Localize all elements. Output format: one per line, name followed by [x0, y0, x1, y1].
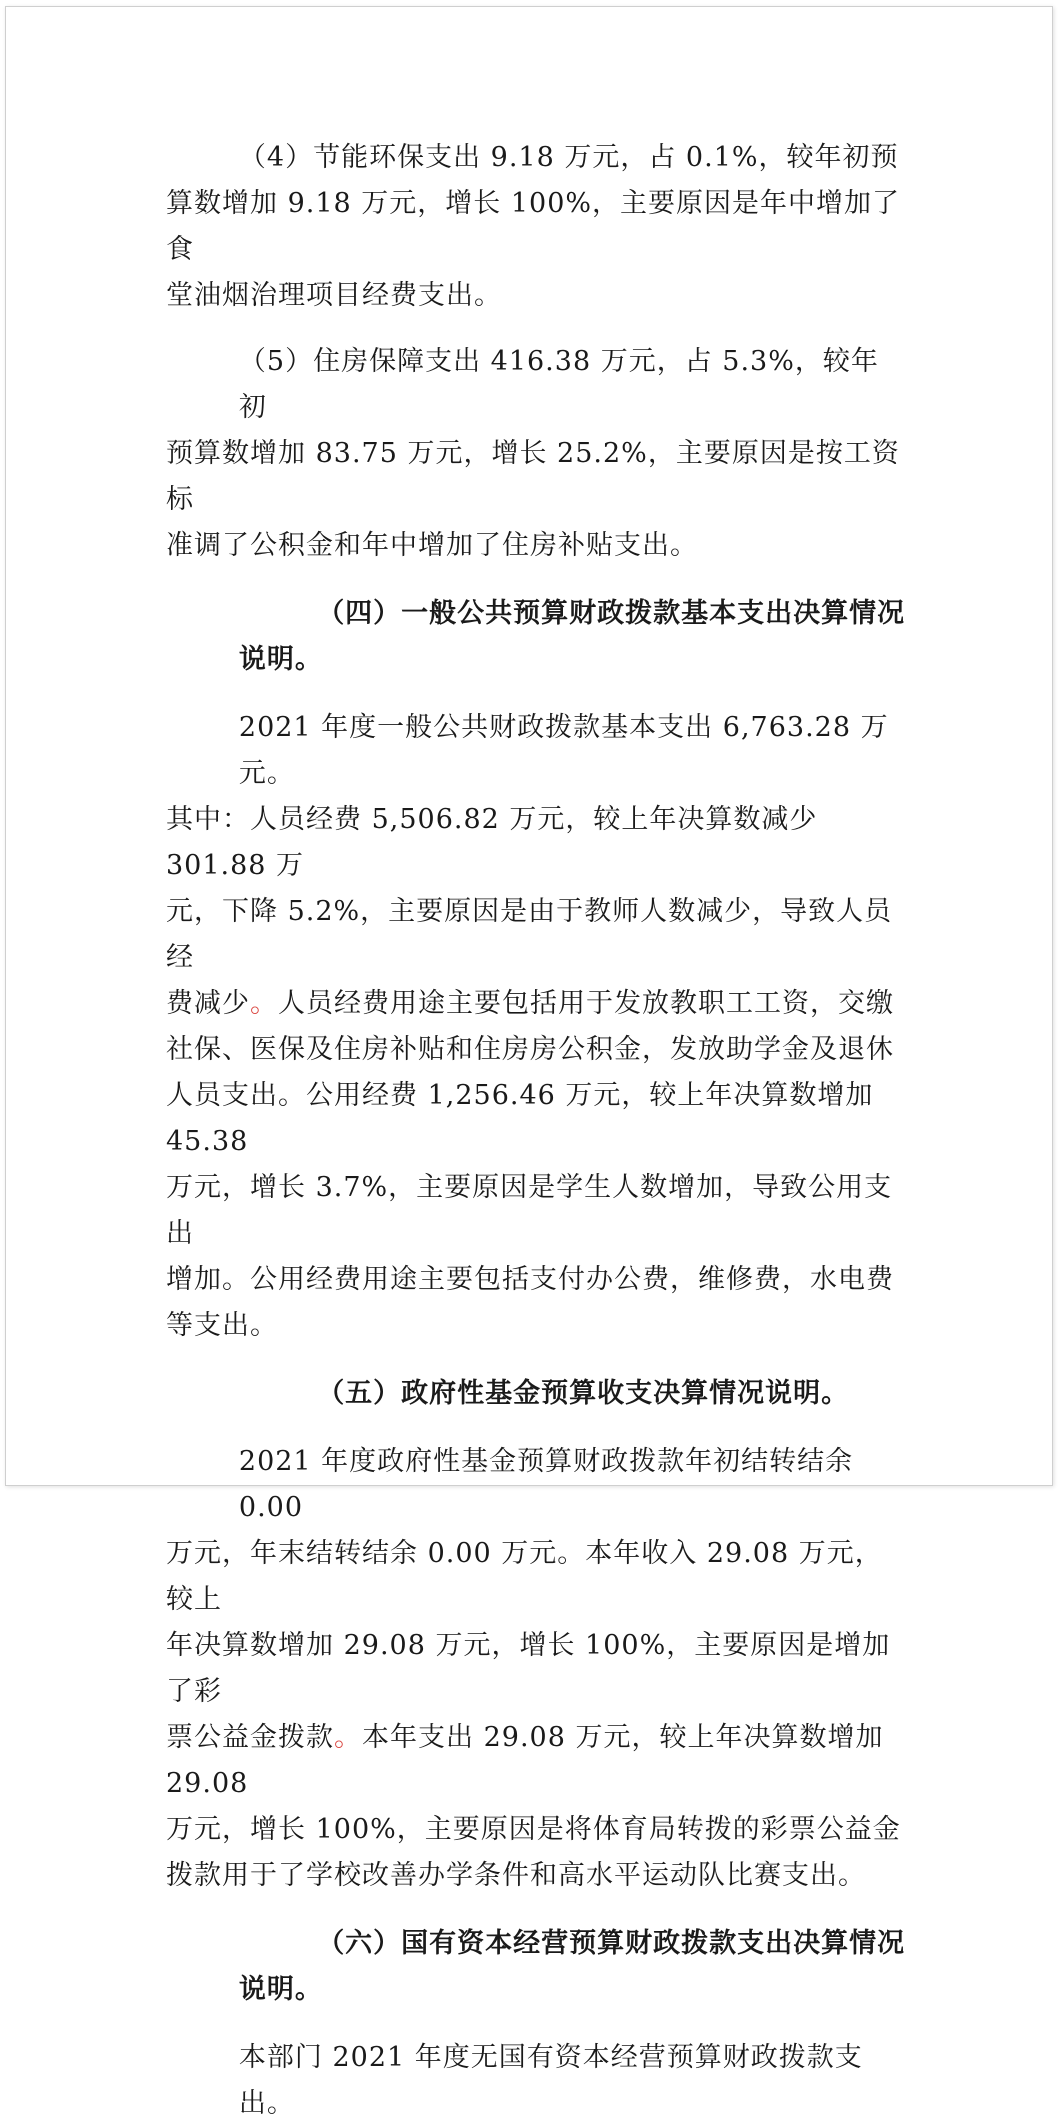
text-line: （4）节能环保支出 9.18 万元，占 0.1%，较年初预: [238, 142, 899, 173]
text-fragment: 人员经费用途主要包括用于发放教职工工资，交缴: [278, 988, 894, 1019]
text-line: 万元，增长 3.7%，主要原因是学生人数增加，导致公用支出: [166, 1172, 893, 1249]
text-line: 年决算数增加 29.08 万元，增长 100%，主要原因是增加了彩: [166, 1630, 891, 1707]
text-line: 2021 年度一般公共财政拨款基本支出 6,763.28 万元。: [238, 712, 889, 789]
text-fragment: 费减少: [166, 988, 250, 1019]
heading-state-capital: [166, 1921, 906, 2013]
paragraph-housing: [166, 339, 906, 569]
text-line: 其中：人员经费 5,506.82 万元，较上年决算数减少 301.88 万: [166, 804, 818, 881]
paragraph-energy-saving: [166, 135, 906, 319]
text-line: [166, 981, 906, 1027]
text-line: 等支出。: [166, 1310, 278, 1341]
text-line: 准调了公积金和年中增加了住房补贴支出。: [166, 530, 698, 561]
text-line: 堂油烟治理项目经费支出。: [166, 280, 502, 311]
document-body: [166, 135, 906, 2127]
section-heading: （六）国有资本经营预算财政拨款支出决算情况说明。: [238, 1928, 906, 2005]
heading-basic-expenditure: [166, 591, 906, 683]
text-line: 元，下降 5.2%，主要原因是由于教师人数减少，导致人员经: [166, 896, 893, 973]
paragraph-government-fund: [166, 1439, 906, 1899]
text-line: 万元，增长 100%，主要原因是将体育局转拨的彩票公益金: [166, 1814, 901, 1845]
text-line: 本部门 2021 年度无国有资本经营预算财政拨款支出。: [238, 2042, 863, 2119]
text-line: 增加。公用经费用途主要包括支付办公费，维修费，水电费: [166, 1264, 894, 1295]
text-line: 拨款用于了学校改善办学条件和高水平运动队比赛支出。: [166, 1860, 866, 1891]
text-line: 万元，年末结转结余 0.00 万元。本年收入 29.08 万元，较上: [166, 1538, 883, 1615]
document-page: [5, 6, 1053, 2119]
text-fragment: 票公益金拨款: [166, 1722, 334, 1753]
text-fragment: 本年支出 29.08 万元，较上年决算数增加 29.08: [166, 1722, 884, 1799]
section-heading: （五）政府性基金预算收支决算情况说明。: [317, 1378, 850, 1409]
red-period-mark: 。: [250, 988, 278, 1019]
paragraph-state-capital: [166, 2035, 906, 2127]
text-line: 算数增加 9.18 万元，增长 100%，主要原因是年中增加了食: [166, 188, 901, 265]
text-line: 2021 年度政府性基金预算财政拨款年初结转结余 0.00: [238, 1446, 854, 1523]
red-period-mark: 。: [334, 1722, 362, 1753]
section-heading: （四）一般公共预算财政拨款基本支出决算情况说明。: [238, 598, 906, 675]
text-line: 社保、医保及住房补贴和住房房公积金，发放助学金及退休: [166, 1034, 894, 1065]
text-line: 预算数增加 83.75 万元，增长 25.2%，主要原因是按工资标: [166, 438, 900, 515]
text-line: 人员支出。公用经费 1,256.46 万元，较上年决算数增加 45.38: [166, 1080, 874, 1157]
text-line: [166, 1715, 906, 1807]
paragraph-basic-expenditure: [166, 705, 906, 1349]
heading-government-fund: [166, 1371, 906, 1417]
text-line: （5）住房保障支出 416.38 万元，占 5.3%，较年初: [238, 346, 879, 423]
